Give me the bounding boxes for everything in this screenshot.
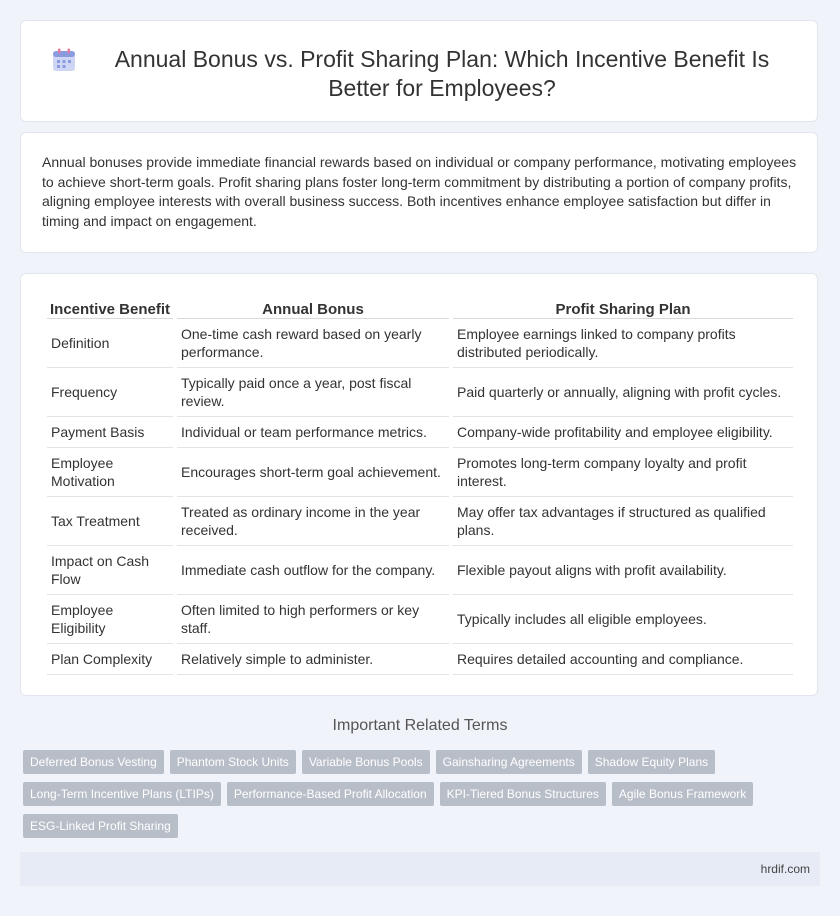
annual-bonus-cell: Relatively simple to administer. [177, 644, 449, 675]
table-header-row [47, 294, 793, 319]
profit-sharing-cell: Typically includes all eligible employees. [453, 595, 793, 644]
table-row [47, 595, 793, 644]
profit-sharing-cell: Paid quarterly or annually, aligning with profit cycles. [453, 368, 793, 417]
comparison-table [43, 294, 797, 675]
header-profit-sharing-plan: Profit Sharing Plan [453, 294, 793, 319]
calendar-icon [51, 47, 77, 73]
related-term-tag[interactable]: Agile Bonus Framework [612, 782, 753, 806]
profit-sharing-cell: Requires detailed accounting and compliance. [453, 644, 793, 675]
row-label: Definition [47, 319, 173, 368]
related-term-tag[interactable]: ESG-Linked Profit Sharing [23, 814, 178, 838]
page-title: Annual Bonus vs. Profit Sharing Plan: Which Incentive Benefit Is Better for Employees? [114, 46, 770, 101]
profit-sharing-cell: Employee earnings linked to company profits distributed periodically. [453, 319, 793, 368]
table-row [47, 417, 793, 448]
row-label: Payment Basis [47, 417, 173, 448]
header-annual-bonus: Annual Bonus [177, 294, 449, 319]
footer-site-link[interactable]: hrdif.com [760, 862, 810, 876]
row-label: Employee Eligibility [47, 595, 173, 644]
annual-bonus-cell: One-time cash reward based on yearly performance. [177, 319, 449, 368]
row-label: Frequency [47, 368, 173, 417]
related-term-tag[interactable]: Shadow Equity Plans [588, 750, 715, 774]
comparison-card [20, 273, 818, 696]
table-row [47, 546, 793, 595]
related-term-tag[interactable]: Phantom Stock Units [170, 750, 296, 774]
related-term-tag[interactable]: Gainsharing Agreements [436, 750, 582, 774]
related-term-tag[interactable]: Deferred Bonus Vesting [23, 750, 164, 774]
annual-bonus-cell: Treated as ordinary income in the year received. [177, 497, 449, 546]
related-term-tag[interactable]: Variable Bonus Pools [302, 750, 430, 774]
summary-text: Annual bonuses provide immediate financial rewards based on individual or company performance, motivating employees to achieve short-term goals. Profit sharing plans foster long-term commitment by distributing a portion of company profits, aligning employee interests with overall business success. Both incentives enhance employee satisfaction but differ in timing and impact on engagement. [42, 154, 797, 229]
row-label: Tax Treatment [47, 497, 173, 546]
annual-bonus-cell: Typically paid once a year, post fiscal review. [177, 368, 449, 417]
row-label: Impact on Cash Flow [47, 546, 173, 595]
profit-sharing-cell: Flexible payout aligns with profit availability. [453, 546, 793, 595]
table-row [47, 497, 793, 546]
header-incentive-benefit: Incentive Benefit [47, 294, 173, 319]
profit-sharing-cell: Promotes long-term company loyalty and profit interest. [453, 448, 793, 497]
summary-card [20, 132, 818, 253]
annual-bonus-cell: Individual or team performance metrics. [177, 417, 449, 448]
table-row [47, 644, 793, 675]
row-label: Employee Motivation [47, 448, 173, 497]
annual-bonus-cell: Immediate cash outflow for the company. [177, 546, 449, 595]
title-card [20, 20, 818, 122]
profit-sharing-cell: Company-wide profitability and employee eligibility. [453, 417, 793, 448]
related-terms-list [23, 750, 783, 846]
table-row [47, 448, 793, 497]
related-term-tag[interactable]: Performance-Based Profit Allocation [227, 782, 434, 806]
row-label: Plan Complexity [47, 644, 173, 675]
annual-bonus-cell: Often limited to high performers or key staff. [177, 595, 449, 644]
title-row [21, 21, 817, 103]
annual-bonus-cell: Encourages short-term goal achievement. [177, 448, 449, 497]
related-term-tag[interactable]: Long-Term Incentive Plans (LTIPs) [23, 782, 221, 806]
related-term-tag[interactable]: KPI-Tiered Bonus Structures [440, 782, 606, 806]
table-row [47, 368, 793, 417]
profit-sharing-cell: May offer tax advantages if structured as qualified plans. [453, 497, 793, 546]
table-row [47, 319, 793, 368]
related-terms-heading: Important Related Terms [332, 717, 508, 734]
footer-bar [20, 852, 820, 886]
